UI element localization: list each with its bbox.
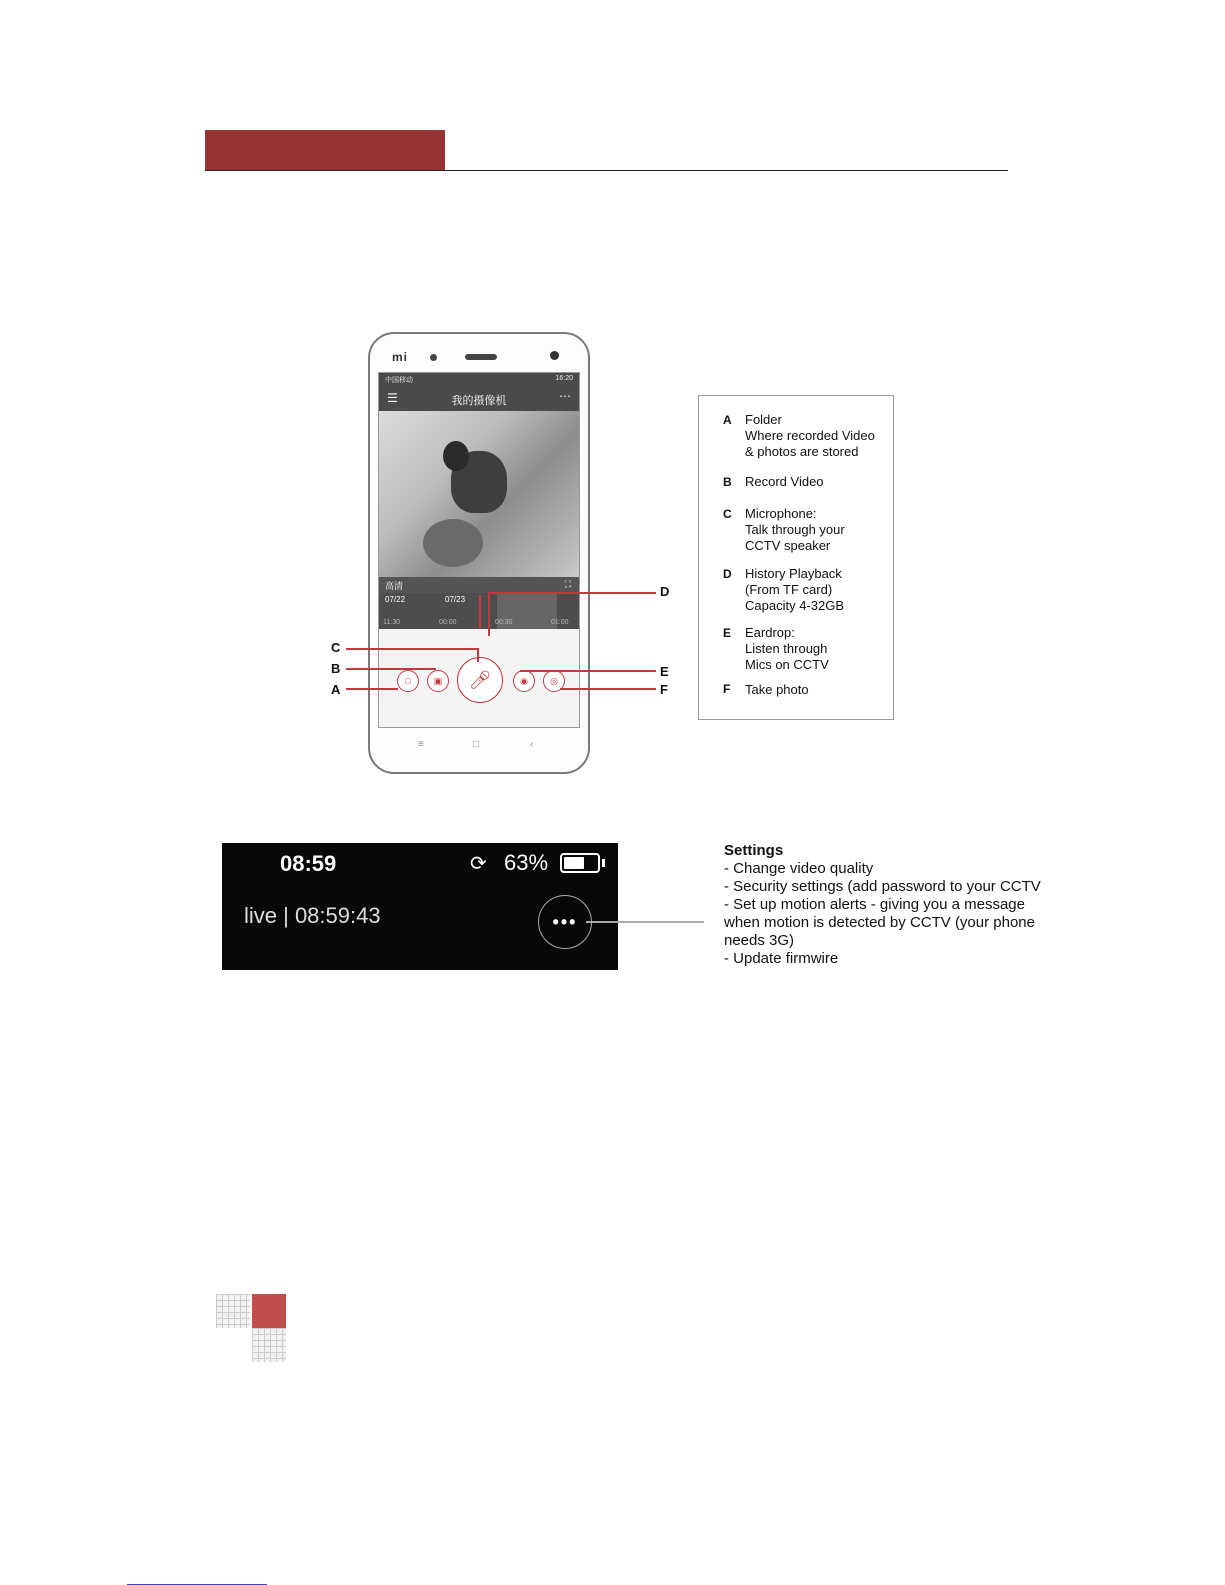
phone-sensor: [430, 354, 437, 361]
settings-item: - Security settings (add password to your CCTV: [724, 878, 1041, 895]
video-baby-shape: [423, 519, 483, 567]
callout-letter-e: E: [660, 664, 669, 679]
legend-text: Folder Where recorded Video & photos are stored: [745, 412, 875, 459]
video-dog-head-shape: [443, 441, 469, 471]
app-bar: [379, 387, 579, 411]
legend-text: Record Video: [745, 474, 824, 489]
legend-key: E: [723, 626, 732, 640]
app-title: 我的摄像机: [451, 395, 507, 407]
phone-speaker: [465, 354, 497, 360]
timeline-time: 00:30: [495, 619, 513, 626]
record-video-button[interactable]: [427, 670, 449, 692]
rotation-lock-icon: ⟳: [470, 853, 487, 875]
footer-grid-square: [252, 1328, 286, 1362]
quality-label[interactable]: 高清: [385, 581, 404, 591]
eardrop-button[interactable]: [513, 670, 535, 692]
status-clock: 16:20: [555, 375, 573, 382]
legend-key: F: [723, 682, 731, 696]
phone-camera: [550, 351, 559, 360]
callout-letter-c: C: [331, 640, 341, 655]
callout-line-b: [346, 668, 436, 670]
callout-letter-f: F: [660, 682, 668, 697]
settings-description: [724, 842, 1064, 968]
microphone-button[interactable]: [457, 657, 503, 703]
menu-key-icon[interactable]: ≡: [418, 739, 424, 750]
phone-screen: [378, 372, 580, 728]
timeline-time: 11:30: [383, 619, 400, 626]
video-camera-icon: ▣: [433, 675, 443, 686]
legend-text: History Playback (From TF card) Capacity 4-32GB: [745, 566, 844, 613]
legend-box: [698, 395, 894, 720]
speaker-icon: ◉: [520, 675, 528, 686]
callout-line-e: [520, 670, 656, 672]
battery-level-fill: [564, 857, 584, 869]
status-bar: [379, 373, 579, 387]
legend-key: C: [723, 507, 732, 521]
microphone-icon: 🎤︎: [468, 669, 492, 690]
header-block: [205, 130, 445, 170]
carrier-label: 中国移动: [385, 377, 413, 384]
header-rule: [205, 170, 1008, 171]
battery-tip: [602, 859, 605, 867]
legend-key: B: [723, 475, 732, 489]
settings-title: Settings: [724, 842, 784, 859]
camera-video-feed[interactable]: [379, 411, 579, 577]
footer-grid-square: [216, 1294, 250, 1328]
phone-frame: [368, 332, 590, 774]
camera-icon: ◎: [550, 675, 558, 686]
history-timeline[interactable]: [379, 577, 579, 629]
legend-key: D: [723, 567, 732, 581]
legend-key: A: [723, 413, 732, 427]
more-icon[interactable]: ⋯: [559, 389, 571, 403]
callout-letter-a: A: [331, 682, 341, 697]
callout-letter-d: D: [660, 584, 670, 599]
folder-button[interactable]: [397, 670, 419, 692]
phone-brand-logo: mi: [392, 350, 409, 364]
timeline-time: 00:00: [439, 619, 457, 626]
back-key-icon[interactable]: ‹: [530, 739, 534, 750]
menu-icon[interactable]: ☰: [387, 391, 398, 405]
folder-icon: □: [405, 676, 411, 686]
battery-percent: 63%: [504, 850, 549, 875]
callout-line-a: [346, 688, 398, 690]
timeline-date: 07/22: [385, 595, 406, 604]
callout-line-f: [560, 688, 656, 690]
settings-item: - Set up motion alerts - giving you a message when motion is detected by CCTV (your phone needs 3G): [724, 896, 1035, 949]
battery-icon: [560, 853, 600, 873]
live-timestamp: live | 08:59:43: [244, 903, 381, 928]
callout-line-d: [488, 592, 656, 594]
callout-letter-b: B: [331, 661, 341, 676]
status-time: 08:59: [280, 851, 337, 876]
live-view-screenshot: [222, 843, 618, 970]
timeline-cursor[interactable]: [479, 595, 481, 629]
callout-line-c: [346, 648, 478, 650]
fullscreen-icon[interactable]: ⛶: [564, 579, 571, 589]
legend-text: Eardrop: Listen through Mics on CCTV: [745, 625, 829, 672]
timeline-date: 07/23: [445, 595, 466, 604]
settings-item: - Update firmwire: [724, 950, 839, 967]
legend-text: Take photo: [745, 682, 809, 697]
timeline-time: 01:00: [551, 619, 569, 626]
home-key-icon[interactable]: □: [473, 739, 480, 750]
callout-line-c-drop: [477, 648, 479, 662]
settings-more-button[interactable]: •••: [538, 895, 592, 949]
legend-text: Microphone: Talk through your CCTV speaker: [745, 506, 845, 553]
footer-red-square: [252, 1294, 286, 1328]
callout-line-d-drop: [488, 592, 490, 636]
settings-item: - Change video quality: [724, 860, 874, 877]
settings-callout-line: [586, 921, 704, 923]
